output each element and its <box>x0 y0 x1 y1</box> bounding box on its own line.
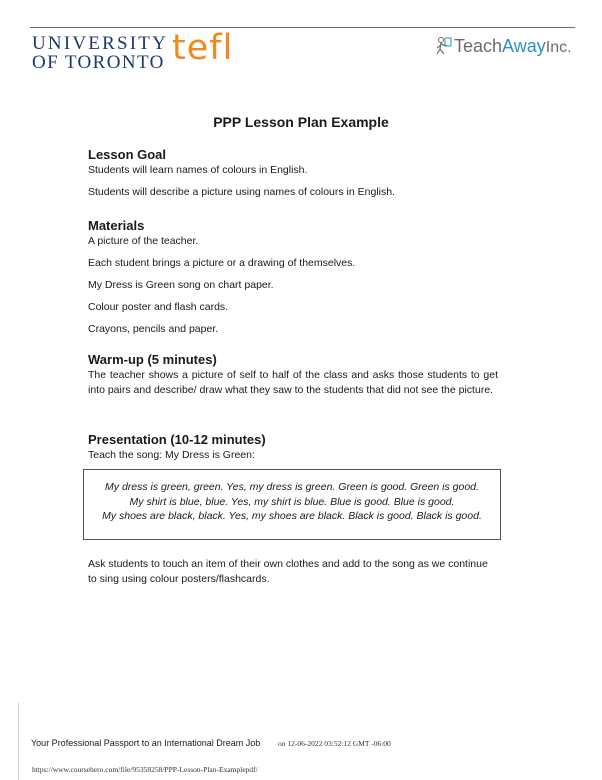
presentation-text: Teach the song: My Dress is Green: <box>88 449 255 461</box>
warmup-text: The teacher shows a picture of self to half of the class and asks those students to get into pairs and describe/ draw what they saw to the students that did not see the picture. <box>88 369 498 396</box>
goal-item: Students will describe a picture using names of colours in English. <box>88 186 395 198</box>
materials-item: A picture of the teacher. <box>88 235 199 247</box>
teachaway-away: Away <box>502 36 546 56</box>
footer-divider <box>18 703 19 780</box>
materials-item: Crayons, pencils and paper. <box>88 323 219 335</box>
song-lyrics-box <box>83 469 501 540</box>
teachaway-teach: Teach <box>454 36 503 56</box>
section-materials <box>88 218 498 337</box>
materials-item: Colour poster and flash cards. <box>88 301 229 313</box>
presentation-followup: Ask students to touch an item of their own clothes and add to the song as we continue to sing using colour posters/flashcards. <box>88 558 488 585</box>
song-line: My shoes are black, black. Yes, my shoes are black. Black is good. Black is good. <box>102 510 482 522</box>
header-divider <box>30 27 575 28</box>
section-presentation <box>88 432 498 463</box>
footer-tagline: Your Professional Passport to an International Dream Job <box>31 738 261 748</box>
goal-item: Students will learn names of colours in English. <box>88 164 308 176</box>
page-title: PPP Lesson Plan Example <box>213 114 389 130</box>
uoft-logo <box>32 34 168 73</box>
uoft-logo-line1: UNIVERSITY <box>32 33 168 54</box>
song-line: My shirt is blue, blue. Yes, my shirt is blue. Blue is good. Blue is good. <box>129 495 455 508</box>
teachaway-inc: Inc. <box>545 39 572 56</box>
section-heading: Warm-up (5 minutes) <box>88 352 217 367</box>
section-warmup <box>88 352 498 397</box>
section-lesson-goal <box>88 147 498 200</box>
materials-item: Each student brings a picture or a drawing of themselves. <box>88 257 356 269</box>
materials-item: My Dress is Green song on chart paper. <box>88 279 274 291</box>
footer-url[interactable]: https://www.coursehero.com/file/95358258/PPP-Lesson-Plan-Examplepdf/ <box>32 765 258 774</box>
section-heading: Materials <box>88 218 145 233</box>
section-heading: Presentation (10-12 minutes) <box>88 432 266 447</box>
uoft-logo-line2: OF TORONTO <box>32 52 165 73</box>
teachaway-logo <box>436 36 572 57</box>
section-heading: Lesson Goal <box>88 147 167 162</box>
song-line: My dress is green, green. Yes, my dress is green. Green is good. Green is good. <box>105 481 479 493</box>
person-icon <box>436 37 452 55</box>
footer-stamp: on 12-06-2022 03:52:12 GMT -06:00 <box>278 739 391 748</box>
tefl-logo: tefl <box>172 28 234 68</box>
